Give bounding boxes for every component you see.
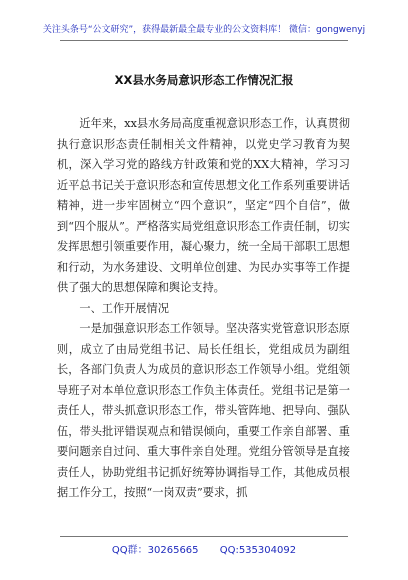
section-paragraph: 一是加强意识形态工作领导。坚决落实党管意识形态原则，成立了由局党组书记、局长任组长，党组成员为副组长，各部门负责人为成员的意识形态工作领导小组。党组领导班子对本单位意识形态工作负主体责任。党组书记是第一责任人，带头抓意识形态工作，带头管阵地、把导向、强队伍，带头批评错误观点和错误倾向，重要工作亲自部署、重要问题亲自过问、重大事件亲自处理。党组分管领导是直接责任人，协助党组书记抓好统筹协调指导工作，其他成员根据工作分工，按照“一岗双责”要求，抓 (57, 322, 350, 499)
contact-footer: QQ群：30265665 QQ:535304092 (111, 545, 297, 556)
promo-banner: 关注头条号“公文研究”，获得最新最全最专业的公文资料库！ 微信：gongwenyj (42, 25, 366, 35)
intro-paragraph: 近年来，xx县水务局高度重视意识形态工作，认真贯彻执行意识形态责任制相关文件精神，以党史学习教育为契机，深入学习党的路线方针政策和党的XX大精神，学习习近平总书记关于意识形态和宣传思想文化工作系列重要讲话精神，进一步牢固树立“四个意识”，坚定“四个自信”，做到“四个服从”。严格落实局党组意识形态工作责任制，切实发挥思想引领重要作用，凝心聚力，统一全局干部职工思想和行动，为水务建设、文明单位创建、为民办实事等工作提供了强大的思想保障和舆论支持。 (57, 117, 350, 294)
document-body (57, 114, 350, 504)
header-divider (60, 40, 348, 41)
section-heading: 一、工作开展情况 (79, 301, 169, 315)
footer-divider (60, 536, 348, 537)
document-title: XX县水务局意识形态工作情况汇报 (114, 73, 294, 87)
